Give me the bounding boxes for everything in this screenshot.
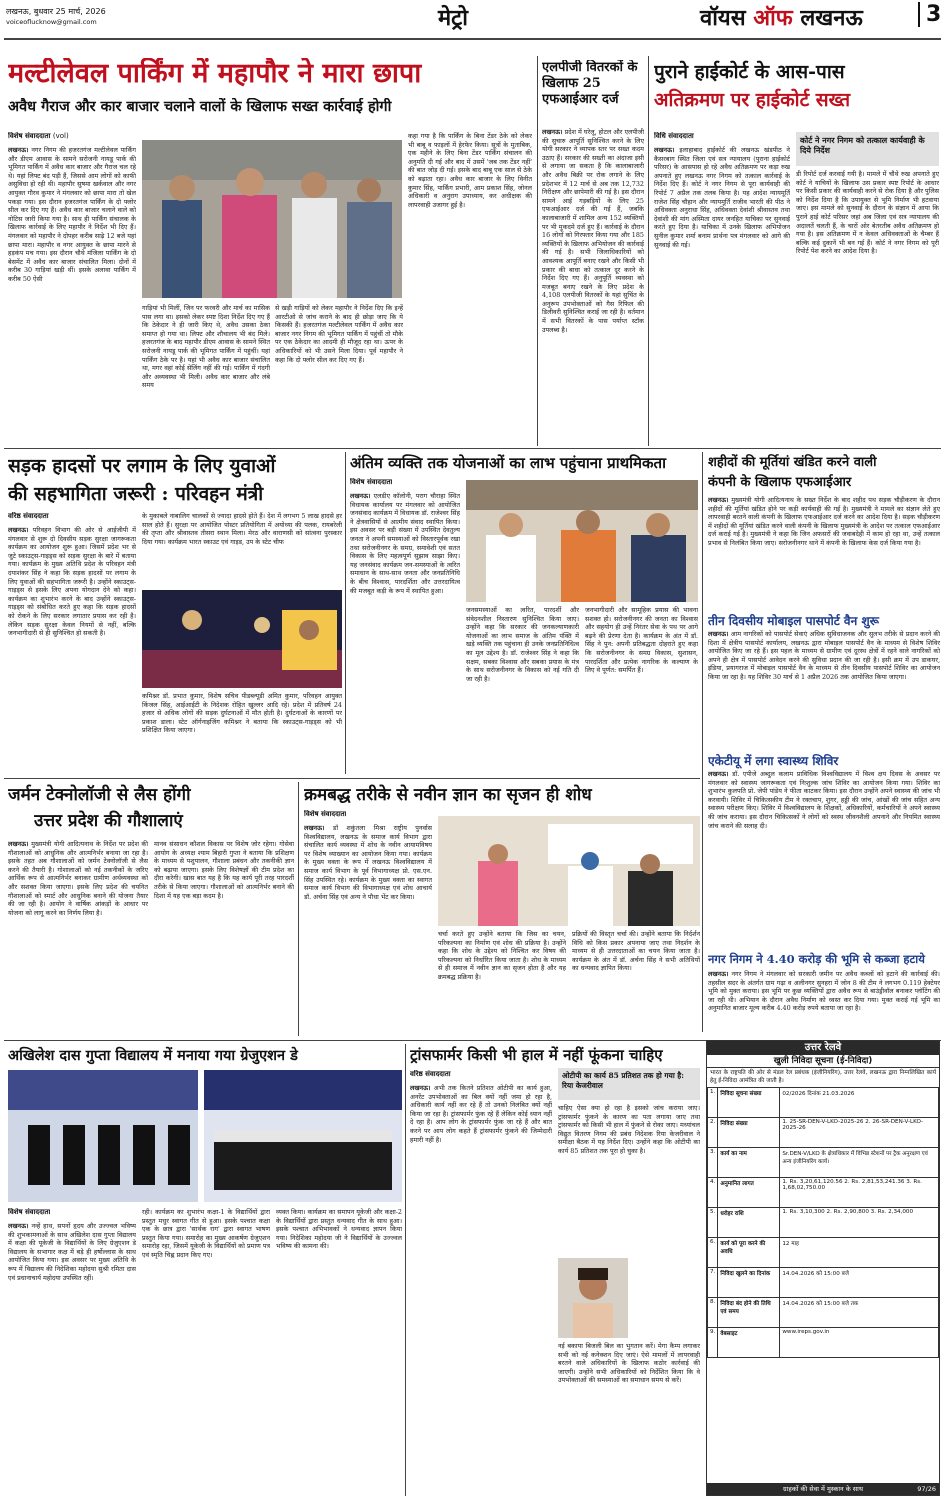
scheme-rule-left [345,452,346,774]
transformer-col2-text: चाहिए ऐसा क्या हो रहा है इसको जांच कराया जाए। ट्रांसफार्मर फुंकने के कारण का पता लगाया जाए तथा ट्रांसफार्मर को किसी भी हाल में फुंकने से रोका जाए। मध्यांचल विद्युत वितरण निगम की प्रबंध निदेशक रिया केजरीवाल ने समीक्षा बैठक में यह निर्देश दिए। उन्होंने कहा कि ओटीपी का कार्य 85 प्रतिशत तक पूरा हो चुका है। [558,1104,700,1155]
road-headline-1: सड़क हादसों पर लगाम के लिए युवाओं [8,455,276,477]
tender-row [708,1178,939,1208]
hc-rule-left [648,56,649,446]
tender-row-no: 8. [708,1298,718,1328]
road-byline [8,512,49,521]
tender-row-no: 7. [708,1268,718,1298]
road-col3-text: कमिश्नर डॉ. प्रभात कुमार, विशेष सचिव पीडब्ल्यूडी अमित कुमार, परिवहन आयुक्त किंजल सिंह, आईआईटी के निदेशक रोहित खुल्लर आदि रहे। प्रदेश में प्रतिवर्ष 24 हजार से अधिक लोगों की सड़क दुर्घटनाओं में मौत होती है। दुर्घटनाओं के कारणों पर प्रकाश डाला। स्टेट ऑर्गनाइजिंग कमिश्नर ने बताया कि स्काउट्स-गाइड्स को भी प्रशिक्षित किया जाएगा। [142,692,342,735]
transformer-col3 [558,1342,700,1496]
tender-row-no: 3. [708,1148,718,1178]
school-col2-text: रही। कार्यक्रम का शुभारंभ कक्षा-1 के विद्यार्थियों द्वारा प्रस्तुत मधुर स्वागत गीत से हुआ। इसके पश्चात कक्षा एक के छात्र द्वारा 'सार्थक राग' द्वारा स्वागत भाषण प्रस्तुत किया गया। समारोह का मुख्य आकर्षण ग्रेजुएशन समारोह रहा, जिसमें यूकेजी के विद्यार्थियों को प्रमाण पत्र एवं स्मृति चिह्न प्रदान किए गए। [142,1208,270,1259]
byline-text: विशेष संवाददाता [8,132,51,140]
school-col1 [8,1222,136,1496]
masthead-section: मेट्रो [438,5,468,31]
masthead-date: लखनऊ, बुधवार 25 मार्च, 2026 [6,7,106,16]
logo-part-c: लखनऊ [800,5,863,31]
story1-col3 [275,304,403,442]
research-rule-left [298,782,299,1036]
statue-body-text: मुख्यमंत्री योगी आदित्यनाथ के सख्त निर्देश के बाद शहीद पथ सड़क चौड़ीकरण के दौरान शहीदों की मूर्तियां खंडित होने पर कड़ी कार्यवाही की गई है। मुख्यमंत्री ने मामले का संज्ञान लेते हुए लापरवाही बरतने वाली कंपनी के खिलाफ एफआईआर दर्ज करने का आदेश दिया है। सड़क चौड़ीकरण में शहीदों की मूर्तियां खंडित करने वाली कंपनी के खिलाफ मुख्यमंत्री के आदेश पर तत्काल एफआईआर दर्ज कराई गई है। मुख्यमंत्री ने कहा कि जिन अफसरों की जवाबदेही में काम हो रहा था, उन्हें तत्काल प्रभाव से निलंबित किया जाए। सरोजनीनगर थाने में कंपनी के खिलाफ केस दर्ज किया गया है। [708,496,940,547]
tender-row-key: निविदा बंद होने की तिथि एवं समय [718,1298,780,1328]
health-headline: एकेटीयू में लगा स्वास्थ्य शिविर [708,754,839,768]
tender-row-key: निविदा सूचना संख्या [718,1088,780,1118]
road-headline-2: की सहभागिता जरूरी : परिवहन मंत्री [8,483,264,505]
road-col1 [8,526,136,772]
hc-headline-1: पुराने हाईकोर्ट के आस-पास [654,61,845,83]
research-col1 [304,824,432,1036]
hc-col1-text: इलाहाबाद हाईकोर्ट की लखनऊ खंडपीठ ने कैसरबाग स्थित जिला एवं सत्र न्यायालय (पुराना हाईकोर्ट परिसर) के आसपास हो रहे अवैध अतिक्रमण पर कड़ा रुख अपनाते हुए लखनऊ नगर निगम को तत्काल कार्रवाई के निर्देश दिए हैं। कोर्ट ने नगर निगम से पूरा कार्यवाही की रिपोर्ट 7 अप्रैल तक तलब किया है। यह आदेश न्यायमूर्ति राजेश सिंह चौहान और न्यायमूर्ति राजीव भारती की पीठ ने अधिवक्ता अनुराधा सिंह, अधिवक्ता देवांशी श्रीवास्तव तथा देवांशी की मांग अस्मिता दायर जनहित याचिका पर सुनवाई करते हुए दिया है। याचिका में उनके खिलाफ अभियोजन सुनील कुमार शर्मा बनाम प्रार्थना पत्र मंगलवार को आगे की सुनवाई की गई। [654,146,790,249]
tender-header: उत्तर रेलवे [707,1041,939,1055]
school-col1-text: नन्हें हाथ, सपनों हृदय और उज्ज्वल भविष्य की शुभकामनाओं के साथ अखिलेश दास गुप्ता विद्यालय में कक्षा की यूकेजी के विद्यार्थियों के लिए ग्रेजुएशन डे विद्यालय के सभागार कक्ष में बड़े ही हर्षोल्लास के साथ आयोजित किया गया। इस अवसर पर मुख्य अतिथि के रूप में विद्यालय की निदेशिका महोदया सुश्री रमिता दास एवं प्रधानाचार्य महोदया उपस्थित रहीं। [8,1222,136,1282]
research-col2 [438,930,566,1036]
transformer-rule-left [405,1044,406,1496]
passport-body [708,630,940,748]
story1-headline: मल्टीलेवल पार्किंग में महापौर ने मारा छापा [8,58,422,89]
health-body [708,770,940,948]
lead-place: लखनऊ। [8,1222,29,1230]
tender-footer [707,1483,939,1495]
tender-row-no: 9. [708,1328,718,1358]
page-number: 3 [918,2,941,27]
hc-col2 [796,170,939,442]
tender-row-no: 2. [708,1118,718,1148]
lead-place: लखनऊ। [654,146,675,154]
railway-tender [706,1040,940,1496]
tender-row-value: 1. Rs. 3,10,300 2. Rs. 2,90,800 3. Rs. 2,34,000 [780,1208,939,1238]
tender-row [708,1298,939,1328]
scheme-headline: अंतिम व्यक्ति तक योजनाओं का लाभ पहुंचाना प्राथमिकता [350,454,666,472]
tender-row-key: निविदा खुलने का दिनांक [718,1268,780,1298]
school-photo-left [8,1070,198,1202]
row1-rule [4,448,941,449]
tender-row-value: Sr.DEN-V/LKO के क्षेत्राधिकार में विभिन्न स्टेशनों पर ट्रैक अनुरक्षण एवं अन्य इंजीनियरिंग कार्य। [780,1148,939,1178]
scheme-photo [466,480,698,602]
lpg-rule-left [537,56,538,446]
tender-row-key: कार्य को पूरा करने की अवधि [718,1238,780,1268]
lpg-headline: एलपीजी वितरकों के खिलाफ 25 एफआईआर दर्ज [542,60,638,107]
lead-place: लखनऊ। [410,1084,431,1092]
tender-row-no: 6. [708,1238,718,1268]
scheme-col1-text: एलडीए कॉलोनी, पराग चौराहा स्थित विधायक कार्यालय पर मंगलवार को आयोजित जनसंवाद कार्यक्रम में विधायक डॉ. राजेश्वर सिंह ने क्षेत्रवासियों से आत्मीय संवाद स्थापित किया। इस अवसर पर बड़ी संख्या में उपस्थित देवतुल्य जनता ने अपनी समस्याओं को विस्तारपूर्वक रखा तथा सरोजनीनगर के समग्र, समावेशी एवं सतत विकास के लिए महत्वपूर्ण सुझाव साझा किए। यह जनसंवाद कार्यक्रम जन-समस्याओं के त्वरित समाधान के साथ-साथ जनता और जनप्रतिनिधि के बीच विश्वास, पारदर्शिता और उत्तरदायित्व की मजबूत कड़ी के रूप में स्थापित हुआ। [350,492,460,595]
byline-text: विधि संवाददाता [654,132,694,140]
tender-row-key: निविदा संख्या [718,1118,780,1148]
tender-footer-code: 97/26 [917,1485,936,1493]
school-headline: अखिलेश दास गुप्ता विद्यालय में मनाया गया ग्रेजुएशन डे [8,1047,298,1064]
lpg-body-text: प्रदेश में घरेलू, होटल और एलपीजी की सुचारु आपूर्ति सुनिश्चित करने के लिए योगी सरकार ने व्यापक स्तर पर सख्त कदम उठाए हैं। सरकार की सख्ती का अंदाजा इसी से लगाया जा सकता है कि कालाबाजारी और अवैध बिक्री पर रोक लगाने के लिए प्रदेशभर में 12 मार्च से अब तक 12,732 निरीक्षण और छापेमारी की गई है। इस दौरान सामने आई गड़बड़ियों के लिए 25 एफआईआर दर्ज की गई हैं, जबकि कालाबाजारी में शामिल अन्य 152 व्यक्तियों पर भी मुकदमे दर्ज हुए हैं। कार्रवाई के दौरान 16 लोगों को गिरफ्तार किया गया और 185 व्यक्तियों के खिलाफ अभियोजन की कार्रवाई की गई है। सभी जिलाधिकारियों को आवश्यक आपूर्ति बनाए रखने और किसी भी प्रकार की बाधा को तत्काल दूर करने के निर्देश दिए गए हैं। अनुपूर्ति व्यवस्था को मजबूत बनाए रखने के लिए प्रदेश के 4,108 एलपीजी वितरकों के यहां सुचिंत के अनुरूप उपभोक्ताओं को गैस रिफिल की डिलीवरी सुनिश्चित कराई जा रही है। वर्तमान में सभी वितरकों के पास पर्याप्त स्टॉक उपलब्ध है। [542,128,644,334]
tender-row-value: 14.04.2026 को 15:00 बजे [780,1268,939,1298]
transformer-box-text: ओटीपी का कार्य 85 प्रतिशत तक हो गया है: रिया केजरीवाल [562,1071,684,1090]
research-photo [438,816,700,926]
land-headline: नगर निगम ने 4.40 करोड़ की भूमि से कब्जा हटाये [708,952,925,966]
hc-col2-text: डी रिपोर्ट दर्ज करवाई गयी है। मामले में चौथे रुख अपनाते हुए कोर्ट ने याचियों के खिलाफ उस प्रकार स्पष्ट रिपोर्ट के आधार पर किसी प्रकार की कार्यवाही करने से रोक दिया है और पुलिस को निर्देश दिया है कि उपायुक्त से भूमि निर्माण भी हटवाया जाए। इस मामले को सुनवाई के दौरान के संज्ञान में आया कि पुराने हाई कोर्ट परिसर जहां अब जिला एवं सत्र न्यायालय की अदालतें चलती हैं, के चारों ओर बेतरतीब अवैध अतिक्रमण हो गया है। इस अतिक्रमण में न केवल अधिवक्ताओं के चैम्बर हैं बल्कि कई दुकानें भी बन गई हैं। कोर्ट ने नगर निगम को पूरी रिपोर्ट पेश करने का आदेश दिया है। [796,170,939,256]
masthead-rule [4,38,941,40]
byline-text: विशेष संवाददाता [8,1208,51,1216]
transformer-col2 [558,1104,700,1254]
masthead-email[interactable]: voiceoflucknow@gmail.com [6,18,97,26]
lead-place: लखनऊ। [708,770,729,778]
school-byline [8,1208,50,1217]
logo-part-a: वॉयस [700,5,746,31]
transformer-headline: ट्रांसफार्मर किसी भी हाल में नहीं फूंकना चाहिए [410,1046,663,1064]
school-col3-text: व्यक्त किया। कार्यक्रम का समापन यूकेजी और कक्षा-2 के विद्यार्थियों द्वारा प्रस्तुत धन्यवाद गीत के साथ हुआ। इसके पश्चात अभिभावकों ने धन्यवाद ज्ञापन किया गया। निदेशिका महोदया जी ने विद्यार्थियों के उज्ज्वल भविष्य की कामना की। [276,1208,402,1251]
paper-logo [700,2,863,32]
tender-row-no: 5. [708,1208,718,1238]
hc-highlight-box [796,132,939,166]
research-col3-text: प्रक्रियों की विस्तृत चर्चा की। उन्होंने बताया कि निर्दर्शन विधि को किस प्रकार अपनाया जाए तथा निदर्शन के माध्यम से ही उत्तरदाताओं का चयन किया जाता है। कार्यक्रम के अंत में डॉ. अर्चना सिंह ने सभी अतिथियों का धन्यवाद ज्ञापित किया। [572,930,700,973]
transformer-photo [558,1258,628,1338]
tender-row-value[interactable]: www.ireps.gov.in [780,1328,939,1358]
tender-row-no: 4. [708,1178,718,1208]
lead-place: लखनऊ। [8,526,29,534]
lead-place: लखनऊ। [8,840,29,848]
masthead [0,0,945,42]
tender-row-value: 12 माह [780,1238,939,1268]
school-col2 [142,1208,270,1496]
scheme-col2 [466,606,579,774]
school-col3 [276,1208,402,1496]
lead-place: लखनऊ। [708,970,729,978]
story1-photo [142,140,402,298]
tender-row [708,1268,939,1298]
story1-col4 [408,132,532,442]
tender-row [708,1088,939,1118]
road-col1-text: परिवहन विभाग की ओर से आईजीपी में मंगलवार से शुरू दो दिवसीय सड़क सुरक्षा जागरूकता कार्यक्रम का आयोजन शुरू हुआ। जिसमें प्रदेश भर से जुटे स्काउट्स-गाइड्स को सड़क सुरक्षा के बारे में बताया गया। कार्यक्रम के मुख्य अतिथि प्रदेश के परिवहन मंत्री दयाशंकर सिंह ने कहा कि सड़क हादसों पर लगाम के लिए युवाओं की सहभागिता जरूरी है। उन्होंने स्काउट्स-गाइड्स से इसके लिए अपना योगदान देने को कहा। कार्यक्रम का शुभारंभ करने के बाद उन्होंने स्काउट्स-गाइड्स को संबोधित करते हुए कहा कि सड़क हादसों को रोकने के लिए सरकार लगातार प्रयास कर रही है। लेकिन सड़क सुरक्षा केवल नियमों से नहीं, बल्कि जनभागीदारी से ही सुनिश्चित हो सकती है। [8,526,136,638]
row2-rule [4,778,700,779]
research-col2-text: चर्चा करते हुए उन्होंने बताया कि जिस का चयन, परिकल्पना का निर्माण एवं शोध की प्रक्रिया है। उन्होंने कहा कि शोध के उद्देश्य को निश्चित कर विषय की परिकल्पना को निर्धारित किया जाता है। शोध के माध्यम से ही समाज में नवीन ज्ञान का सृजन होता है और यह क्रमबद्ध प्रक्रिया है। [438,930,566,981]
story1-byline [8,132,69,141]
story1-subhead: अवैध गैराज और कार बाजार चलाने वालों के खिलाफ सख्त कार्रवाई होगी [8,98,392,115]
tender-table [707,1087,939,1358]
transformer-col3-text: नई बकाया बिजली बिल का भुगतान करें। मेगा कैम्प लगाकर सभी को नई कनेक्शन दिए जाएं। ऐसे मामलों में लापरवाही बरतने वाले अधिकारियों के खिलाफ कठोर कार्रवाई की जाएगी। उन्होंने सभी अधिकारियों को निर्देशित किया कि वे उपभोक्ताओं की समस्याओं का समाधान समय से करें। [558,1342,700,1385]
byline-text: विशेष संवाददाता [304,810,347,818]
cow-col2-text: मानव संसाधन कौशल विकास पर विशेष जोर रहेगा। गोसेवा आयोग के अध्यक्ष श्याम बिहारी गुप्ता ने बताया कि प्रशिक्षण के माध्यम से पशुपालन, गौशाला प्रबंधन और तकनीकी ज्ञान को बढ़ाया जाएगा। इसके लिए विशेषज्ञों की टीम प्रदेश का दौरा करेगी। खास बात यह है कि यह कार्य पूरी तरह पारदर्शी तरीके से किया जाएगा। गौशालाओं को आत्मनिर्भर बनाने की दिशा में यह एक बड़ा कदम है। [154,840,294,900]
right-col-rule [702,452,703,1032]
statue-body [708,496,940,608]
tender-row [708,1208,939,1238]
statue-headline-2: कंपनी के खिलाफ एफआईआर [708,475,852,490]
byline-tag: (vol) [52,132,69,140]
passport-body-text: आम नागरिकों को पासपोर्ट सेवाएं अधिक सुविधाजनक और सुलभ तरीके से प्रदान करने की दिशा में क्षेत्रीय पासपोर्ट कार्यालय, लखनऊ द्वारा मोबाइल पासपोर्ट वैन के माध्यम से विशेष शिविर आयोजित किए जा रहे हैं। इस पहल के माध्यम से ग्रामीण एवं दूरस्थ क्षेत्रों में रहने वाले नागरिकों को अपने ही क्षेत्र में पासपोर्ट आवेदन करने की सुविधा प्रदान की जा रही है। इसी क्रम में उप डाकघर, इंडिया, प्रयागराज में मोबाइल पासपोर्ट वैन के माध्यम से तीन दिवसीय पासपोर्ट शिविर का आयोजन किया जा रहा है। यह शिविर 30 मार्च से 1 अप्रैल 2026 तक आयोजित किया जाएगा। [708,630,940,681]
lead-place: लखनऊ। [708,630,729,638]
lead-place: लखनऊ। [350,492,371,500]
scheme-col2-text: जनसमस्याओं का त्वरित, पारदर्शी और संवेदनशील निस्तारण सुनिश्चित किया जाए। उन्होंने कहा कि सरकार की जनकल्याणकारी योजनाओं का लाभ समाज के अंतिम पंक्ति में खड़े व्यक्ति तक पहुंचाना ही उनके जनप्रतिनिधित्व का मूल उद्देश्य है। डॉ. राजेश्वर सिंह ने कहा कि सक्षम, सबका विश्वास और सबका प्रयास के मंत्र के साथ सरोजनीनगर के विकास को नई गति दी जा रही है। [466,606,579,683]
land-body [708,970,940,1032]
school-photo-right [204,1070,402,1202]
lead-place: लखनऊ। [542,128,563,136]
story1-col2 [142,304,270,442]
tender-row-value: 14.04.2026 को 15:00 बजे तक [780,1298,939,1328]
tender-row [708,1118,939,1148]
tender-footer-text: ग्राहकों की सेवा में मुस्कान के साथ [782,1485,864,1493]
cow-headline-1: जर्मन टेक्नोलॉजी से लैस होंगी [8,785,191,805]
tender-row [708,1148,939,1178]
research-col1-text: डॉ शकुंतला मिश्रा राष्ट्रीय पुनर्वास विश्वविद्यालय, लखनऊ के समाज कार्य विभाग द्वारा संचालित कार्य व्यवस्था में शोध के नवीन आयामविषय पर विशेष व्याख्यान का आयोजन किया गया। कार्यक्रम के मुख्य वक्ता के रूप में लखनऊ विश्वविद्यालय में समाज कार्य विभाग के पूर्व विभागाध्यक्ष प्रो. एस.एन. सिंह उपस्थित रहे। कार्यक्रम के मुख्य वक्ता का स्वागत समाज कार्य विभाग की विभागाध्यक्ष एवं शोध आचार्य डॉ. अर्चना सिंह एवं अन्य ने पौधा भेंट कर किया। [304,824,432,901]
research-col3 [572,930,700,1036]
transformer-byline [410,1070,451,1079]
story1-col2-text: गाड़ियां भी मिलीं, जिन पर फरवरी और मार्च का मासिक पास लगा था। इसको लेकर स्पष्ट दिशा निर्देश दिए गए हैं कि ठेकेदार ने ही जारी किए थे, अवैध उसका ठेका समाप्त हो गया था। लिफ्ट और शौचालय भी बंद मिले। हजरतगंज के बाद महापौर डीएम आवास के सामने स्थित सरोजनी नायडू पार्क की भूमिगत पार्किंग में पहुंचीं। यहां पार्किंग ठेके पर है। यहां भी अवैध कार बाजार संचालित था, मगर वहां कोई सेलिंग नहीं की गई। पार्किंग में गंदगी और अव्यवस्था भी मिली। अवैध कार बाजार और लंबे समय [142,304,270,390]
transformer-col1 [410,1084,552,1496]
research-headline: क्रमबद्ध तरीके से नवीन ज्ञान का सृजन ही शोध [304,785,592,805]
lead-place: लखनऊ। [8,146,29,154]
research-byline [304,810,346,819]
tender-row [708,1238,939,1268]
lead-place: लखनऊ। [304,824,325,832]
tender-row-value: 02/2026 दिनांक 21.03.2026 [780,1088,939,1118]
byline-text: वरिष्ठ संवाददाता [410,1070,451,1078]
lpg-body [542,128,644,442]
tender-row-value: 1. Rs. 3,20,61,120.56 2. Rs. 2,81,53,241.36 3. Rs. 1,68,02,750.00 [780,1178,939,1208]
story1-col4-text: कहा गया है कि पार्किंग के बिना टेंडर ठेके को लेकर भी बाबू व फाइलों में हेरफेर किया। सूत्रों के मुताबिक, एक महीने के लिए बिना टेंडर पार्किंग संचालन की अनुमति दी गई और बाद में उसमें 'जब तक टेंडर नहीं' की बात जोड़ दी गई। इसके बाद बाबू एक साल से ठेके को बढ़ाता रहा। अवैध कार बाजार के लिए विनीत कुमार सिंह, पार्किंग प्रभारी, आम प्रकाश सिंह, जोनल अधिकारी व अनुराग उपाध्याय, कर अधीक्षक की लापरवाही उजागर हुई है। [408,132,532,209]
hc-highlight-text: कोर्ट ने नगर निगम को तत्काल कार्यवाही के दिये निर्देश [800,135,925,155]
tender-title: खुली निविदा सूचना (ई-निविदा) [707,1055,939,1068]
scheme-byline [350,478,392,487]
tender-row-no: 1. [708,1088,718,1118]
land-body-text: नगर निगम ने मंगलवार को सरकारी जमीन पर अवैध कब्जों को हटाने की कार्रवाई की। तहसील सदर के अंतर्गत ग्राम गढ़ा व अलीनगर सुनहरा में जोन 8 की टीम ने लगभग 0.119 हेक्टेयर भूमि को मुक्त कराया। इस भूमि पर कुछ व्यक्तियों द्वारा अवैध रूप से बाउंड्रीवॉल बनाकर प्लॉटिंग की जा रही थी। अभियान के दौरान अवैध निर्माण को ध्वस्त कर दिया गया। मुक्त कराई गई भूमि का अनुमानित बाजार मूल्य करीब 4.40 करोड़ रुपये बताया जा रहा है। [708,970,940,1013]
hc-col1 [654,146,790,442]
road-col3 [142,692,342,772]
health-body-text: डॉ. एपीजे अब्दुल कलाम प्राविधिक विश्वविद्यालय में विश्व क्षय दिवस के अवसर पर मंगलवार को स्वास्थ्य जागरूकता एवं निःशुल्क जांच शिविर का आयोजन किया गया। शिविर का शुभारंभ कुलपति प्रो. जेपी पांडेय ने फीता काटकर किया। इस दौरान उन्होंने अपने स्वास्थ्य की जांच भी करवायी। शिविर में चिकित्सकीय टीम ने रक्तचाप, शुगर, हड्डी की जांच, आंखों की जांच सहित अन्य स्वास्थ्य परीक्षण किए। शिविर में विश्वविद्यालय के शिक्षकों, अधिकारियों, कर्मचारियों ने अपने स्वास्थ्य की जांच कराया। इस दौरान चिकित्सकों ने लोगों को स्वस्थ जीवनशैली अपनाने और नियमित स्वास्थ्य जांच कराने की सलाह दी। [708,770,940,830]
story1-col3-text: से खड़ी गाड़ियों को लेकर महापौर ने निर्देश दिए कि इन्हें आरटीओ से जांच कराने के बाद ही छोड़ा जाए कि ये किसकी हैं। हजरतगंज मल्टीलेवल पार्किंग में अवैध कार बाजार नगर निगम की भूमिगत पार्किंग में पहुंचीं तो मौके पर एक ठेकेदार का आदमी ही मौजूद रहा था। ऊपर के अधिकारियों को भी उसने मिला दिया। पूर्व महापौर ने कहा कि दो फ्लोर सील कर दिए गए हैं। [275,304,403,364]
tender-row-key: कार्य का नाम [718,1148,780,1178]
story1-col1-text: नगर निगम की हजरतगंज मल्टीलेवल पार्किंग और डीएम आवास के सामने सरोजनी नायडू पार्क की भूमिगत पार्किंग में अवैध कार बाजार और गैराज चल रहे थे। यहां लिफ्ट बंद पड़ी हैं, जिससे आम लोगों को काफी असुविधा हो रही थी। महापौर सुषमा खर्कवाल और नगर आयुक्त गौरव कुमार ने मंगलवार को छापा मारा तो खेल पकड़ा गया। इस दौरान हजरतगंज पार्किंग के दो फ्लोर सील कर दिए गए हैं। अवैध कार बाजार चलाने वाले को नोटिस जारी किया गया है। साथ ही पार्किंग संचालक के खिलाफ कार्रवाई के लिए महापौर ने निर्देश भी दिए हैं। मंगलवार को महापौर ने दोपहर करीब साढ़े 12 बजे यहां छापा मारा। महापौर व नगर आयुक्त के छापा मारने से हड़कंप मच गया। इस दौरान चौथे मंजिला पार्किंग के दो बेसमेंट में अवैध कार बाजार संचालित मिला। दोनों में करीब 30 गाड़ियां खड़ी थीं। इसके अलावा पार्किंग में करीब 50 ऐसी [8,146,136,283]
tender-row-key: वेबसाइट [718,1328,780,1358]
cow-col1-text: मुख्यमंत्री योगी आदित्यनाथ के निर्देश पर प्रदेश की गौशालाओं को आधुनिक और आत्मनिर्भर बनाया जा रहा है। इसके तहत अब गौशालाओं को जर्मन टेक्नोलॉजी से लैस करने की तैयारी है। गोशालाओं को नई तकनीकों के जरिए आर्थिक रूप से आत्मनिर्भर बनाकर ग्रामीण अर्थव्यवस्था को और सशक्त किया जाएगा। इसके लिए प्रदेश की चयनित गौशालाओं को स्मार्ट और आधुनिक बनाने की योजना तैयार की जा रही है। आयोग ने वार्षिक आंकड़ों के आधार पर योजना को लागू करने का निर्णय लिया है। [8,840,148,917]
tender-row-value: 1. 25-SR-DEN-V-LKO-2025-26 2. 26-SR-DEN-V-LKO-2025-26 [780,1118,939,1148]
story1-col1 [8,146,136,442]
tender-intro: भारत के राष्ट्रपति की ओर से मंडल रेल प्रबंधक (इंजीनियरिंग), उत्तर रेलवे, लखनऊ द्वारा निम्नलिखित कार्य हेतु ई-निविदा आमंत्रित की जाती है। [710,1070,936,1084]
logo-part-b: ऑफ [753,5,793,31]
statue-headline-1: शहीदों की मूर्तियां खंडित करने वाली [708,455,877,470]
hc-headline-2: अतिक्रमण पर हाईकोर्ट सख्त [654,89,851,111]
tender-row-key: अनुमानित लागत [718,1178,780,1208]
byline-text: वरिष्ठ संवाददाता [8,512,49,520]
tender-row [708,1328,939,1358]
cow-headline-2: उत्तर प्रदेश की गौशालाएं [34,811,183,831]
tender-row-key: धरोहर राशि [718,1208,780,1238]
cow-col2 [154,840,294,1036]
byline-text: विशेष संवाददाता [350,478,393,486]
road-col2-text: के मुकाबले नाबालिग चालकों से ज्यादा हादसे होते हैं। देश में लगभग 5 लाख हादसे हर साल होते हैं। सुरक्षा पर आयोजित पोस्टर प्रतियोगिता में अयोध्या की पलक, रायबरेली की तृप्ता और श्रीवास्तव तीसरा स्थान मिला। मेरठ और वाराणसी को सांत्वना पुरस्कार दिया गया। कार्यक्रम भारत स्काउट एवं गाइड, उप के स्टेट चीफ [142,512,342,546]
lead-place: लखनऊ। [708,496,729,504]
transformer-col1-text: अभी तक कितने प्रतिशत ओटीपी का कार्य हुआ, अनरेंट उपभोक्ताओं का बिल क्यों नहीं जमा हो रहा है, अधिकारी कार्य नहीं कर रहे हैं तो उनको निलंबित क्यों नहीं किया जा रहा है। ट्रांसफार्मर फुंक रहे हैं लेकिन कोई ध्यान नहीं दे रहा है। आप लोग के ट्रांसफार्मर फुंक जा रहे हैं और बात करने पर आप लोग कहते हैं ट्रांसफार्मर फुंकने की जिम्मेदारी हमारी नहीं है। [410,1084,552,1144]
road-col2 [142,512,342,584]
scheme-col3 [585,606,698,774]
scheme-col1 [350,492,460,774]
scheme-col3-text: जनभागीदारी और सामूहिक प्रयास की भावना सशक्त हो। सरोजनीनगर की जनता का विश्वास और सहयोग ही उन्हें निरंतर सेवा के पथ पर आगे बढ़ने की प्रेरणा देता है। कार्यक्रम के अंत में डॉ. सिंह ने पुन: अपनी प्रतिबद्धता दोहराते हुए कहा कि सरोजनीनगर के समग्र विकास, सुशासन, पारदर्शिता और प्रत्येक नागरिक के कल्याण के लिए वे पूर्णत: समर्पित हैं। [585,606,698,675]
road-photo [142,590,342,688]
passport-headline: तीन दिवसीय मोबाइल पासपोर्ट वैन शुरू [708,614,879,628]
transformer-box [558,1068,700,1100]
hc-byline [654,132,694,141]
cow-col1 [8,840,148,1036]
